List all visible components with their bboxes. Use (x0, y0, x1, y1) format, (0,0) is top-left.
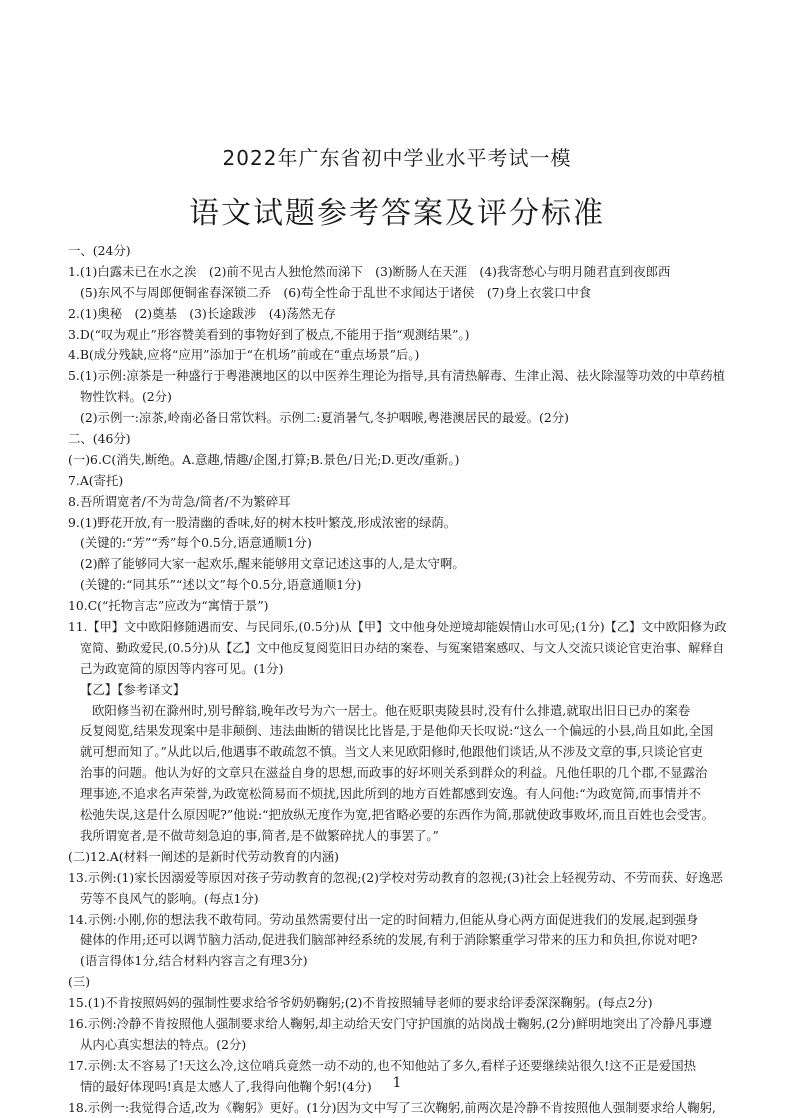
answer-line: 18.示例一:我觉得合适,改为《鞠躬》更好。(1分)因为文中写了三次鞠躬,前两次是冷静不肯按照他人强制要求给人鞠躬, (68, 1099, 716, 1115)
answer-line: 情的最好体现吗!真是太感人了,我得向他鞠个躬!(4分) (80, 1078, 372, 1094)
answer-line: 8.吾所谓宽者/不为苛急/简者/不为繁碎耳 (68, 493, 291, 509)
translation-line: 反复阅览,结果发现案中是非颠倒、违法曲断的错误比比皆是,于是他仰天长叹说:“这么一个偏远的小县,尚且如此,全国 (80, 723, 714, 739)
page-number: 1 (392, 1075, 402, 1091)
translation-line: 就可想而知了。”从此以后,他遇事不敢疏忽不慎。当文人来见欧阳修时,他跟他们谈话,从不涉及文章的事,只谈论官吏 (80, 744, 704, 760)
answer-line: 11.【甲】文中欧阳修随遇而安、与民同乐,(0.5分)从【甲】文中他身处逆境却能娱情山水可见;(1分)【乙】文中欧阳修为政 (68, 620, 727, 635)
answer-line: 物性饮料。(2分) (80, 389, 172, 405)
answer-line: 1.(1)白露未已在水之涘 (2)前不见古人独怆然而涕下 (3)断肠人在天涯 (4)我寄愁心与明月随君直到夜郎西 (68, 263, 671, 279)
answer-line: 17.示例:太不容易了!天这么冷,这位哨兵竟然一动不动的,也不知他站了多久,看样子还要继续站很久!这不正是爱国热 (68, 1057, 697, 1073)
section-heading: (三) (68, 974, 91, 990)
answer-line: 14.示例:小刚,你的想法我不敢苟同。劳动虽然需要付出一定的时间精力,但能从身心两方面促进我们的发展,起到强身 (68, 911, 699, 927)
answer-line: 5.(1)示例:凉茶是一种盛行于粤港澳地区的以中医养生理论为指导,具有清热解毒、生津止渴、祛火除湿等功效的中草药植 (68, 368, 726, 384)
translation-line: 我所谓宽者,是不做苛刻急迫的事,简者,是不做繁碎扰人的事罢了。” (80, 827, 439, 843)
answer-line: 15.(1)不肯按照妈妈的强制性要求给爷爷奶奶鞠躬;(2)不肯按照辅导老师的要求给评委深深鞠躬。(每点2分) (68, 995, 653, 1011)
answer-line: 4.B(成分残缺,应将“应用”添加于“在机场”前或在“重点场景”后。) (68, 347, 420, 363)
answer-line: (5)东风不与周郎便铜雀春深锁二乔 (6)苟全性命于乱世不求闻达于诸侯 (7)身上衣裳口中食 (80, 284, 592, 300)
section-heading: 一、(24分) (68, 243, 131, 258)
answer-line: 16.示例:冷静不肯按照他人强制要求给人鞠躬,却主动给天安门守护国旗的站岗战士鞠躬,(2分)鲜明地突出了冷静凡事遵 (68, 1015, 713, 1031)
translation-line: 治事的问题。他认为好的文章只在滋益自身的思想,而政事的好坏则关系到群众的利益。凡他任职的几个郡,不显露治 (80, 765, 708, 781)
answer-line: 9.(1)野花开放,有一股清幽的香味,好的树木枝叶繁茂,形成浓密的绿荫。 (68, 514, 457, 530)
translation-heading: 【乙】【参考译文】 (80, 681, 186, 697)
answer-line: 13.示例:(1)家长因溺爱等原因对孩子劳动教育的忽视;(2)学校对劳动教育的忽视;(3)社会上轻视劳动、不劳而获、好逸恶 (68, 869, 723, 885)
answer-line: 劳等不良风气的影响。(每点1分) (80, 890, 259, 906)
exam-title: 2022年广东省初中学业水平考试一模 (222, 146, 572, 170)
answer-content (68, 241, 728, 1118)
answer-line: 从内心真实想法的特点。(2分) (80, 1036, 247, 1052)
scoring-note: (关键的:“同其乐”“述以文”每个0.5分,语意通顺1分) (80, 577, 362, 593)
answer-line: 己为政宽简的原因等内容可见。(1分) (80, 660, 284, 676)
translation-line: 欧阳修当初在滁州时,别号醉翁,晚年改号为六一居士。他在贬职夷陵县时,没有什么排遣,就取出旧日已办的案卷 (92, 702, 691, 718)
section-heading: 二、(46分) (68, 431, 131, 447)
answer-line: (二)12.A(材料一阐述的是新时代劳动教育的内涵) (68, 848, 340, 864)
answer-line: (2)示例一:凉茶,岭南必备日常饮料。示例二:夏消暑气,冬护咽喉,粤港澳居民的最爱。(2分) (80, 410, 569, 426)
answer-line: 2.(1)奥秘 (2)奠基 (3)长途跋涉 (4)荡然无存 (68, 305, 336, 321)
scoring-note: (关键的:“芳”“秀”每个0.5分,语意通顺1分) (80, 535, 312, 551)
answer-line: 7.A(寄托) (68, 472, 124, 488)
scoring-note: (语言得体1分,结合材料内容言之有理3分) (80, 953, 308, 969)
answer-line: 3.D(“叹为观止”形容赞美看到的事物好到了极点,不能用于指“观测结果”。) (68, 326, 470, 342)
answer-line: (一)6.C(消失,断绝。A.意趣,情趣/企图,打算;B.景色/日光;D.更改/重新。) (68, 451, 460, 467)
answer-line: 健体的作用;还可以调节脑力活动,促进我们脑部神经系统的发展,有利于消除繁重学习带来的压力和负担,你说对吧? (80, 932, 698, 948)
translation-line: 松弛失误,这是什么原因呢?”他说:“把放纵无度作为宽,把省略必要的东西作为简,那就使政事败坏,而且百姓也会受害。 (80, 807, 714, 823)
answer-key-title: 语文试题参考答案及评分标准 (189, 196, 605, 231)
answer-line: 宽简、勤政爱民,(0.5分)从【乙】文中他反复阅览旧日办结的案卷、与冤案错案感叹、与文人交流只谈论官吏治事、解释自 (80, 640, 725, 655)
translation-line: 理事迹,不追求名声荣誉,为政宽松简易而不烦扰,因此所到的地方百姓都感到安逸。有人问他:“为政宽简,而事情并不 (80, 786, 702, 802)
answer-line: (2)醉了能够同大家一起欢乐,醒来能够用文章记述这事的人,是太守啊。 (80, 556, 465, 572)
answer-line: 10.C(“托物言志”应改为“寓情于景”) (68, 598, 269, 614)
